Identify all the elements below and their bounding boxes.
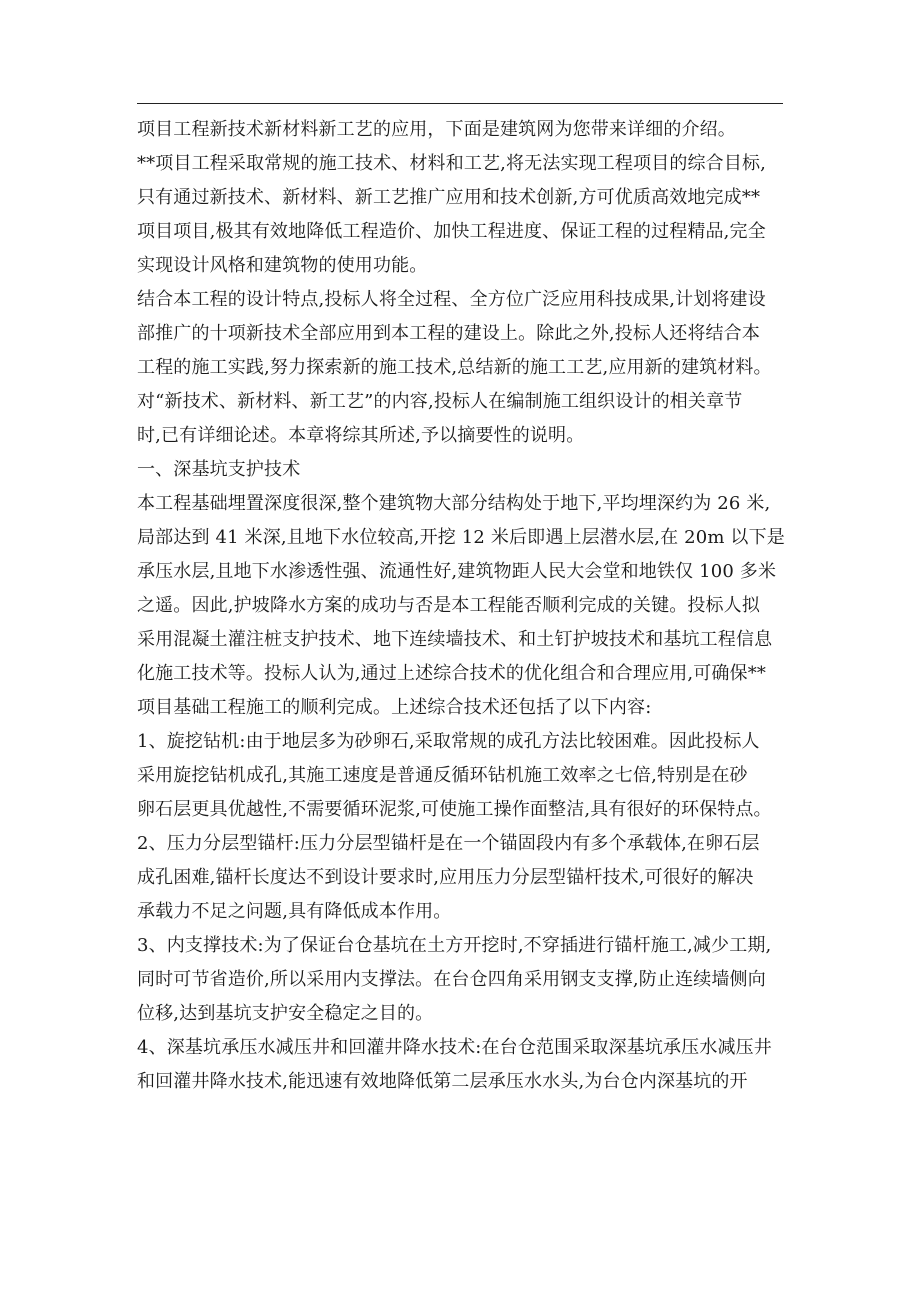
text-line: 1、旋挖钻机:由于地层多为砂卵石,采取常规的成孔方法比较困难。因此投标人 <box>137 731 760 752</box>
text-line: 本工程基础埋置深度很深,整个建筑物大部分结构处于地下,平均埋深约为 26 米, <box>137 493 771 514</box>
text-line: 实现设计风格和建筑物的使用功能。 <box>137 255 428 276</box>
text-line: 位移,达到基坑支护安全稳定之目的。 <box>137 1003 434 1024</box>
text-line: 采用旋挖钻机成孔,其施工速度是普通反循环钻机施工效率之七倍,特别是在砂 <box>137 765 748 786</box>
text-line: 卵石层更具优越性,不需要循环泥浆,可使施工操作面整洁,具有很好的环保特点。 <box>137 799 772 820</box>
text-line: 之遥。因此,护坡降水方案的成功与否是本工程能否顺利完成的关键。投标人拟 <box>137 595 760 616</box>
text-line: 承压水层,且地下水渗透性强、流通性好,建筑物距人民大会堂和地铁仅 100 多米 <box>137 561 777 582</box>
text-line: 结合本工程的设计特点,投标人将全过程、全方位广泛应用科技成果,计划将建设 <box>137 289 766 310</box>
text-line: 2、压力分层型锚杆:压力分层型锚杆是在一个锚固段内有多个承载体,在卵石层 <box>137 833 760 854</box>
text-line: 成孔困难,锚杆长度达不到设计要求时,应用压力分层型锚杆技术,可很好的解决 <box>137 867 754 888</box>
text-line: 采用混凝土灌注桩支护技术、地下连续墙技术、和土钉护坡技术和基坑工程信息 <box>137 629 773 650</box>
text-line: 项目基础工程施工的顺利完成。上述综合技术还包括了以下内容: <box>137 697 652 718</box>
section-heading: 一、深基坑支护技术 <box>137 459 301 480</box>
text-line: 对“新技术、新材料、新工艺”的内容,投标人在编制施工组织设计的相关章节 <box>137 391 743 412</box>
text-line: 部推广的十项新技术全部应用到本工程的建设上。除此之外,投标人还将结合本 <box>137 323 760 344</box>
text-line: 工程的施工实践,努力探索新的施工技术,总结新的施工工艺,应用新的建筑材料。 <box>137 357 772 378</box>
text-line: 只有通过新技术、新材料、新工艺推广应用和技术创新,方可优质高效地完成** <box>137 187 761 208</box>
text-line: 承载力不足之问题,具有降低成本作用。 <box>137 901 452 922</box>
text-line: 化施工技术等。投标人认为,通过上述综合技术的优化组合和合理应用,可确保** <box>137 663 766 684</box>
text-line: 局部达到 41 米深,且地下水位较高,开挖 12 米后即遇上层潜水层,在 20m 以下是 <box>137 527 785 548</box>
text-line: 项目工程新技术新材料新工艺的应用，下面是建筑网为您带来详细的介绍。 <box>137 119 736 140</box>
text-line: 和回灌井降水技术,能迅速有效地降低第二层承压水水头,为台仓内深基坑的开 <box>137 1071 748 1092</box>
header-rule <box>137 103 783 104</box>
text-line: 项目项目,极其有效地降低工程造价、加快工程进度、保证工程的过程精品,完全 <box>137 221 766 242</box>
text-line: 3、内支撑技术:为了保证台仓基坑在土方开挖时,不穿插进行锚杆施工,减少工期, <box>137 935 772 956</box>
text-line: 4、深基坑承压水减压井和回灌井降水技术:在台仓范围采取深基坑承压水减压井 <box>137 1037 772 1058</box>
document-body <box>137 113 797 1099</box>
text-line: 同时可节省造价,所以采用内支撑法。在台仓四角采用钢支支撑,防止连续墙侧向 <box>137 969 766 990</box>
text-line: **项目工程采取常规的施工技术、材料和工艺,将无法实现工程项目的综合目标, <box>137 153 766 174</box>
text-line: 时,已有详细论述。本章将综其所述,予以摘要性的说明。 <box>137 425 585 446</box>
